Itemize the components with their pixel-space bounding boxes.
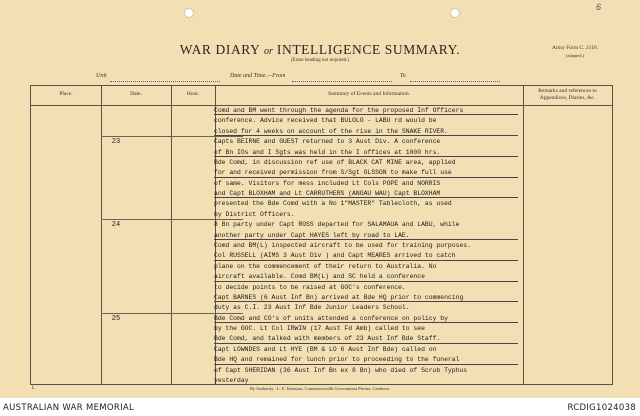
- unit-date-line: [30, 73, 610, 82]
- army-form-line: Army Form C. 2118.: [552, 45, 599, 51]
- punch-hole: [184, 8, 194, 18]
- entry-line: Bde Comd, and talked with members of 23 Aust Inf Bde Staff.: [214, 334, 518, 344]
- entry-line: conference. Advice received that BULOLO - LABU rd would be: [214, 117, 437, 125]
- entry-line: Capt BARNES (6 Aust Inf Bn) arrived at Bde HQ prior to commencing: [214, 293, 518, 303]
- column-header-date: Date.: [130, 91, 142, 97]
- to-label: To: [400, 73, 406, 79]
- from-blank: [292, 81, 392, 82]
- entry-line: Bde Comd and CO's of units attended a conference on policy by: [214, 314, 518, 324]
- entry-line: another party under Capt HAYES left by road to LAE.: [214, 231, 518, 241]
- date-label: 23: [111, 138, 121, 147]
- entry-line: for and received permission from S/Sgt OLSSON to make full use: [214, 168, 518, 178]
- archive-credit-bar: [0, 400, 640, 416]
- title-war-diary: WAR DIARY: [179, 42, 261, 57]
- entry-line: of same. Visitors for mess included Lt Cols POPE and NORRIS: [214, 179, 441, 187]
- archive-name: AUSTRALIAN WAR MEMORIAL: [3, 403, 135, 413]
- entry-line: closed for 4 weeks on account of the rise in the SNAKE RIVER.: [214, 127, 518, 137]
- unit-label: Unit: [96, 73, 107, 79]
- entry-line: Capt LOWNDES and Lt HYE (BM & LO 6 Aust Inf Bde) called on: [214, 345, 437, 353]
- entry-line: Col RUSSELL (AIMS 3 Aust Div ) and Capt MEARES arrived to catch: [214, 251, 518, 261]
- printer-imprint: By Authority : L. F. Johnston, Commonwealth Government Printer, Canberra.: [249, 386, 391, 391]
- entry-line: presented the Bde Comd with a No 1"MASTER" Tablecloth, as used: [214, 200, 452, 208]
- entry-line: Bde HQ and remained for lunch prior to proceeding to the funeral: [214, 355, 518, 365]
- footer-left-mark: L: [32, 386, 36, 391]
- entry-line: by the GOC. Lt Col IRWIN (17 Aust Fd Amb) called to see: [214, 325, 425, 333]
- entry-line: of Bn IOs and I Sgts was held in the I offices at 1000 hrs.: [214, 148, 518, 158]
- army-form-number: [552, 45, 598, 59]
- entry-line: 8 Bn party under Capt ROSS departed for SALAMAUA and LABU, while: [214, 221, 460, 229]
- entry-line: of Capt SHERIDAN (36 Aust Inf Bn ex 8 Bn) who died of Scrub Typhus: [214, 366, 468, 374]
- punch-hole: [450, 8, 460, 18]
- entry-line: and Capt BLOXHAM and Lt CARRUTHERS (ANGAU WAU) Capt BLOXHAM: [214, 189, 518, 199]
- unit-blank: [110, 81, 220, 82]
- entry-line: Bde Comd, in discussion ref use of BLACK CAT MINE area, applied: [214, 158, 456, 166]
- title-or: or: [264, 46, 273, 57]
- entry-line: plane on the commencement of their return to Australia. No: [214, 262, 437, 270]
- form-subtitle: (Erase heading not required.): [290, 58, 350, 63]
- army-form-adapted: (adapted.): [565, 53, 585, 58]
- entry-line: aircraft available. Comd BM(L) and SC held a conference: [214, 272, 518, 282]
- form-title: [0, 42, 640, 58]
- entry-line: by District Officers.: [214, 210, 295, 218]
- entry-line: Comd and BM(L) inspected aircraft to be used for training purposes.: [214, 242, 471, 249]
- column-header-remarks: [523, 88, 612, 102]
- remarks-header-line: Remarks and references to: [538, 88, 597, 94]
- page-number: 6: [596, 2, 602, 12]
- remarks-header-line: Appendices, Diaries, &c.: [539, 95, 596, 101]
- title-intelligence-summary: INTELLIGENCE SUMMARY.: [276, 42, 461, 57]
- entry-line: yesterday: [214, 377, 249, 384]
- entry-line: Comd and BM went through the agenda for the proposed Inf Officers: [214, 106, 518, 116]
- entry-line: Capts BEIRNE and GUEST returned to 3 Aust Div. A conference: [214, 138, 441, 146]
- column-divider: [101, 86, 102, 384]
- column-header-summary: Summary of Events and Information.: [327, 91, 411, 97]
- date-label: 25: [111, 314, 121, 323]
- date-time-from-label: Date and Time.—From: [230, 73, 286, 79]
- date-label: 24: [111, 221, 121, 230]
- column-header-hour: Hour.: [186, 91, 200, 97]
- entry-line: to decide points to be raised at GOC's conference.: [214, 283, 406, 291]
- record-id: RCDIG1024038: [567, 403, 636, 413]
- column-divider: [523, 86, 524, 384]
- to-blank: [410, 81, 500, 82]
- entry-line: duty as C.I. 23 Aust Inf Bde Junior Leaders School.: [214, 304, 410, 312]
- column-header-place: Place.: [59, 91, 73, 97]
- column-divider: [171, 86, 172, 384]
